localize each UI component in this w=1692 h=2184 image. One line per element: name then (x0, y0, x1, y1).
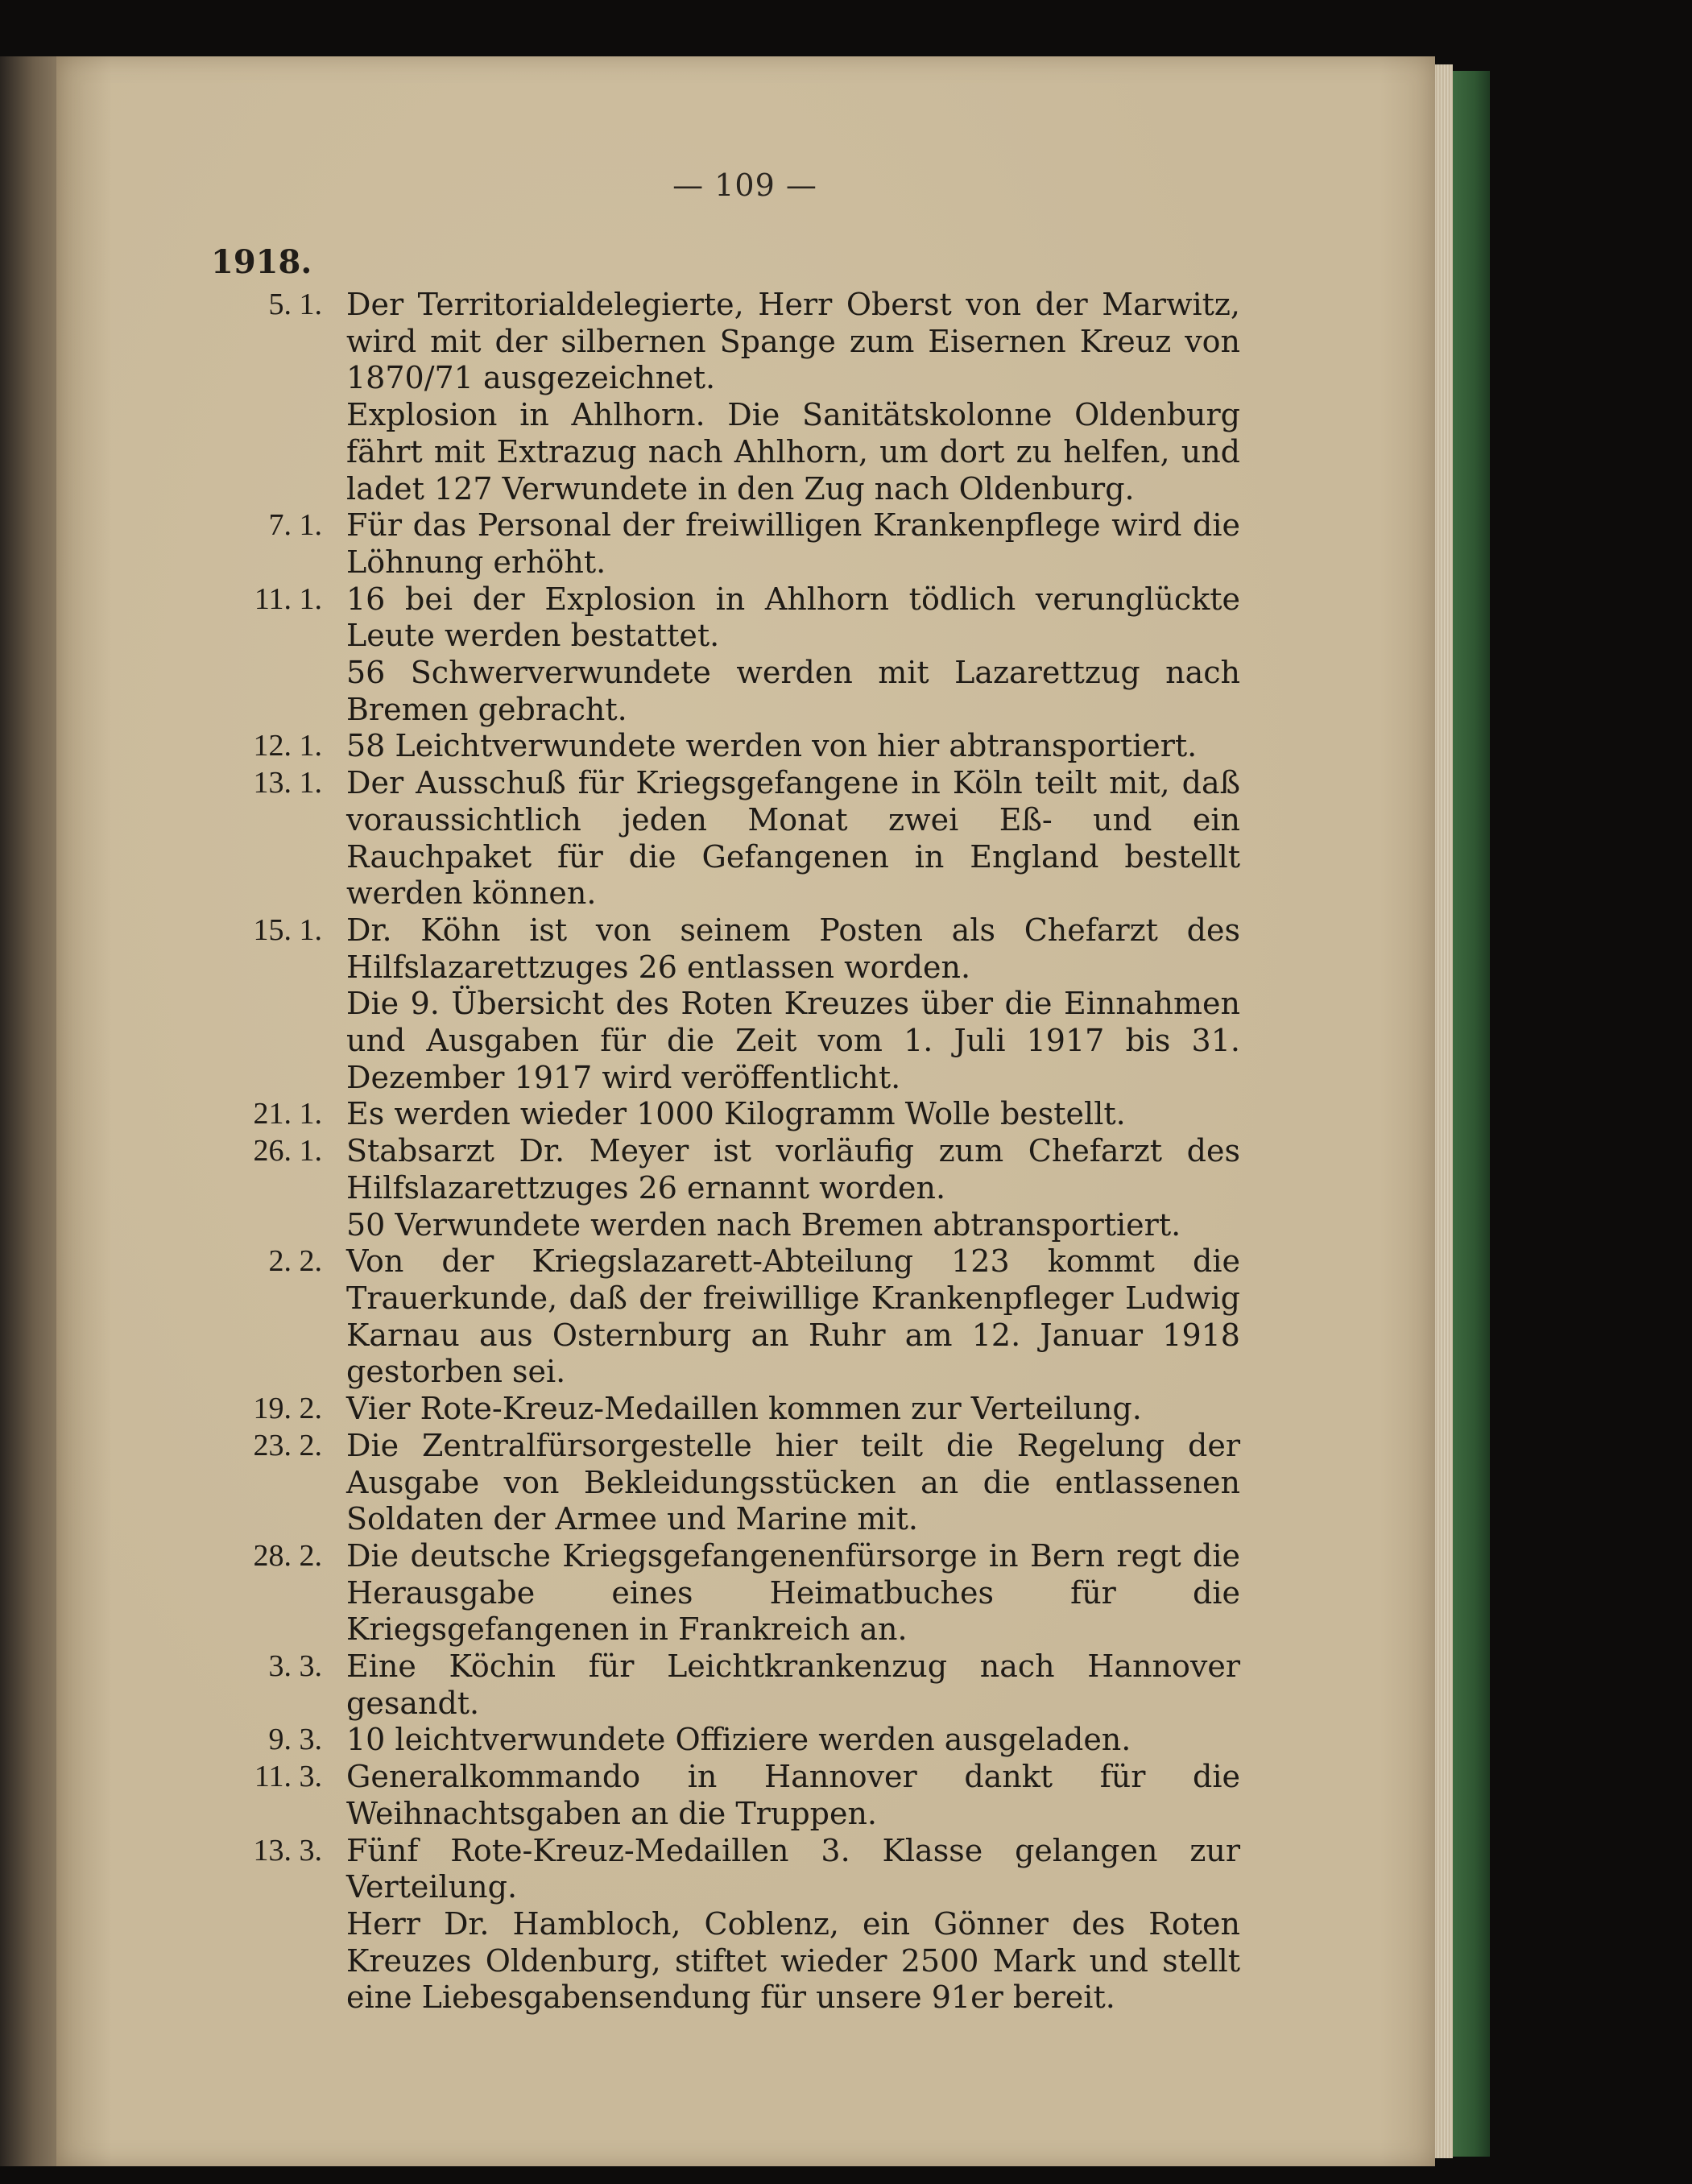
entry-text (346, 1833, 1240, 2017)
entry-text (346, 1722, 1240, 1759)
chronicle-entry (201, 507, 1248, 581)
chronicle-entry (201, 912, 1248, 1097)
facing-page-edge (0, 56, 60, 2166)
entry-paragraph: Der Ausschuß für Kriegsgefangene in Köln teilt mit, daß voraussichtlich jeden Monat zwei Eß- und ein Rauchpaket für die Gefangenen in England bestellt werden können. (346, 765, 1240, 912)
entry-paragraph: 16 bei der Explosion in Ahlhorn tödlich verunglückte Leute werden bestattet. (346, 581, 1240, 654)
entry-date: 11. 3. (254, 1760, 322, 1794)
entry-text (346, 1391, 1240, 1428)
entry-paragraph: Explosion in Ahlhorn. Die Sanitätskolonne Oldenburg fährt mit Extrazug nach Ahlhorn, um dort zu helfen, und ladet 127 Verwundete in den Zug nach Oldenburg. (346, 397, 1240, 507)
entry-paragraph: Die deutsche Kriegsgefangenenfürsorge in Bern regt die Herausgabe eines Heimatbuches für die Kriegsgefangenen in Frankreich an. (346, 1537, 1240, 1648)
chronicle-entry (201, 1538, 1248, 1648)
entry-text (346, 1243, 1240, 1391)
chronicle-entry (201, 1648, 1248, 1722)
entry-paragraph: 56 Schwerverwundete werden mit Lazarettzug nach Bremen gebracht. (346, 655, 1240, 727)
entry-paragraph: Von der Kriegslazarett-Abteilung 123 kommt die Trauerkunde, daß der freiwillige Krankenpfleger Ludwig Karnau aus Osternburg an Ruhr am 12. Januar 1918 gestorben sei. (346, 1243, 1240, 1390)
chronicle-entry (201, 765, 1248, 912)
entry-paragraph: Die 9. Übersicht des Roten Kreuzes über die Einnahmen und Ausgaben für die Zeit vom 1. Juli 1917 bis 31. Dezember 1917 wird veröffentlicht. (346, 986, 1240, 1095)
entry-text (346, 728, 1240, 765)
entry-date: 9. 3. (268, 1723, 322, 1757)
entry-paragraph: Dr. Köhn ist von seinem Posten als Chefarzt des Hilfslazarettzuges 26 entlassen worden. (346, 912, 1240, 985)
chronicle-entry (201, 1096, 1248, 1133)
entry-paragraph: 58 Leichtverwundete werden von hier abtransportiert. (346, 728, 1198, 764)
entry-date: 15. 1. (253, 912, 322, 947)
chronicle-entry (201, 1759, 1248, 1832)
entry-paragraph: Es werden wieder 1000 Kilogramm Wolle bestellt. (346, 1096, 1126, 1132)
entry-date: 5. 1. (268, 287, 322, 321)
entry-paragraph: Generalkommando in Hannover dankt für die Weihnachtsgaben an die Truppen. (346, 1759, 1240, 1831)
entry-text (346, 765, 1240, 912)
page-number: — 109 — (672, 168, 817, 203)
entry-date: 12. 1. (253, 729, 322, 763)
chronicle-entry (201, 581, 1248, 729)
chronicle-entry (201, 287, 1248, 507)
entry-date: 7. 1. (268, 508, 322, 543)
entry-paragraph: 10 leichtverwundete Offiziere werden ausgeladen. (346, 1722, 1131, 1758)
book-cover-green (1453, 71, 1490, 2157)
entry-paragraph: Herr Dr. Hambloch, Coblenz, ein Gönner des Roten Kreuzes Oldenburg, stiftet wieder 2500 Mark und stellt eine Liebesgabensendung für unsere 91er bereit. (346, 1905, 1240, 2016)
chronicle-entry (201, 1428, 1248, 1538)
entry-paragraph: 50 Verwundete werden nach Bremen abtransportiert. (346, 1206, 1181, 1243)
entry-date: 3. 3. (268, 1649, 322, 1684)
entry-text (346, 1759, 1240, 1832)
chronicle-entry (201, 1833, 1248, 2017)
entry-date: 13. 3. (253, 1833, 322, 1868)
entry-paragraph: Stabsarzt Dr. Meyer ist vorläufig zum Chefarzt des Hilfslazarettzuges 26 ernannt worden. (346, 1133, 1240, 1206)
entry-date: 28. 2. (253, 1538, 322, 1573)
entry-paragraph: Der Territorialdelegierte, Herr Oberst von der Marwitz, wird mit der silbernen Spange zum Eisernen Kreuz von 1870/71 ausgezeichnet. (346, 287, 1240, 396)
entry-text (346, 912, 1240, 1097)
entry-date: 26. 1. (253, 1134, 322, 1169)
entry-text (346, 287, 1240, 507)
chronicle-entry (201, 1243, 1248, 1391)
entry-date: 21. 1. (253, 1097, 322, 1131)
entry-paragraph: Eine Köchin für Leichtkrankenzug nach Hannover gesandt. (346, 1648, 1240, 1721)
year-heading: 1918. (211, 243, 312, 281)
entry-text (346, 1428, 1240, 1538)
entry-paragraph: Vier Rote-Kreuz-Medaillen kommen zur Verteilung. (346, 1391, 1142, 1427)
entry-paragraph: Fünf Rote-Kreuz-Medaillen 3. Klasse gelangen zur Verteilung. (346, 1832, 1240, 1905)
chronicle-entries (201, 287, 1248, 2016)
entry-text (346, 507, 1240, 581)
entry-text (346, 1096, 1240, 1133)
entry-text (346, 581, 1240, 729)
chronicle-entry (201, 1133, 1248, 1243)
entry-date: 23. 2. (253, 1428, 322, 1462)
entry-paragraph: Die Zentralfürsorgestelle hier teilt die Regelung der Ausgabe von Bekleidungsstücken an die entlassenen Soldaten der Armee und Marine mit. (346, 1427, 1240, 1537)
entry-text (346, 1648, 1240, 1722)
page-block-edge (1435, 64, 1453, 2158)
chronicle-entry (201, 1722, 1248, 1759)
entry-paragraph: Für das Personal der freiwilligen Krankenpflege wird die Löhnung erhöht. (346, 507, 1240, 580)
entry-date: 2. 2. (268, 1244, 322, 1279)
entry-text (346, 1133, 1240, 1243)
chronicle-entry (201, 728, 1248, 765)
entry-text (346, 1538, 1240, 1648)
entry-date: 11. 1. (254, 581, 322, 616)
entry-date: 13. 1. (253, 766, 322, 800)
chronicle-entry (201, 1391, 1248, 1428)
entry-date: 19. 2. (253, 1392, 322, 1426)
